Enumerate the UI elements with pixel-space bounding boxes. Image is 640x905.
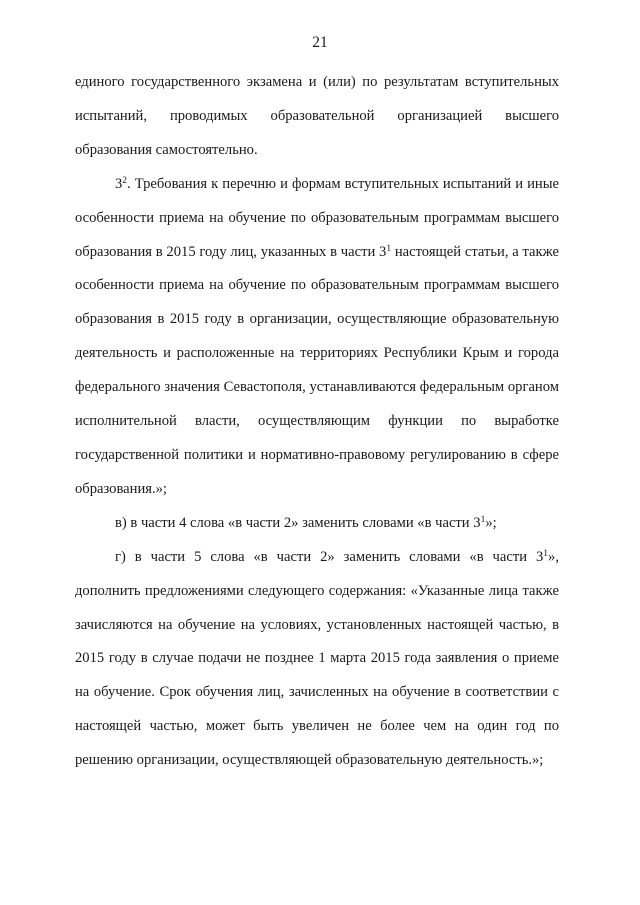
paragraph bbox=[75, 507, 559, 541]
superscript: 1 bbox=[480, 514, 486, 525]
text-segment: . Требования к перечню и формам вступительных испытаний и иные особенности приема на обучение по образовательным программам высшего образования в 2015 году лиц, указанных в части 3 bbox=[75, 175, 559, 260]
text-segment: 3 bbox=[115, 175, 123, 192]
superscript: 2 bbox=[122, 175, 128, 186]
paragraph bbox=[75, 168, 559, 507]
paragraph bbox=[75, 541, 559, 778]
document-body bbox=[75, 66, 559, 778]
text-segment: в) в части 4 слова «в части 2» заменить словами «в части 3 bbox=[115, 514, 481, 531]
superscript: 1 bbox=[543, 548, 549, 559]
text-segment: »; bbox=[485, 514, 497, 531]
text-segment: », дополнить предложениями следующего содержания: «Указанные лица также зачисляются на обучение на условиях, установленных настоящей частью, в 2015 году в случае подачи не позднее 1 марта 2015 года заявления о приеме на обучение. Срок обучения лиц, зачисленных на обучение в соответствии с настоящей частью, может быть увеличен не более чем на один год по решению организации, осуществляющей образовательную деятельность.»; bbox=[75, 548, 559, 769]
paragraph bbox=[75, 66, 559, 168]
text-segment: настоящей статьи, а также особенности приема на обучение по образовательным программам высшего образования в 2015 году в организации, осуществляющие образовательную деятельность и расположенные на территориях Республики Крым и города федерального значения Севастополя, устанавливаются федеральным органом исполнительной власти, осуществляющим функции по выработке государственной политики и нормативно-правовому регулированию в сфере образования.»; bbox=[75, 243, 559, 497]
page-number: 21 bbox=[312, 34, 328, 51]
text-segment: единого государственного экзамена и (или) по результатам вступительных испытаний, проводимых образовательной организацией высшего образования самостоятельно. bbox=[75, 74, 559, 158]
superscript: 1 bbox=[386, 243, 392, 254]
text-segment: г) в части 5 слова «в части 2» заменить словами «в части 3 bbox=[115, 548, 544, 565]
